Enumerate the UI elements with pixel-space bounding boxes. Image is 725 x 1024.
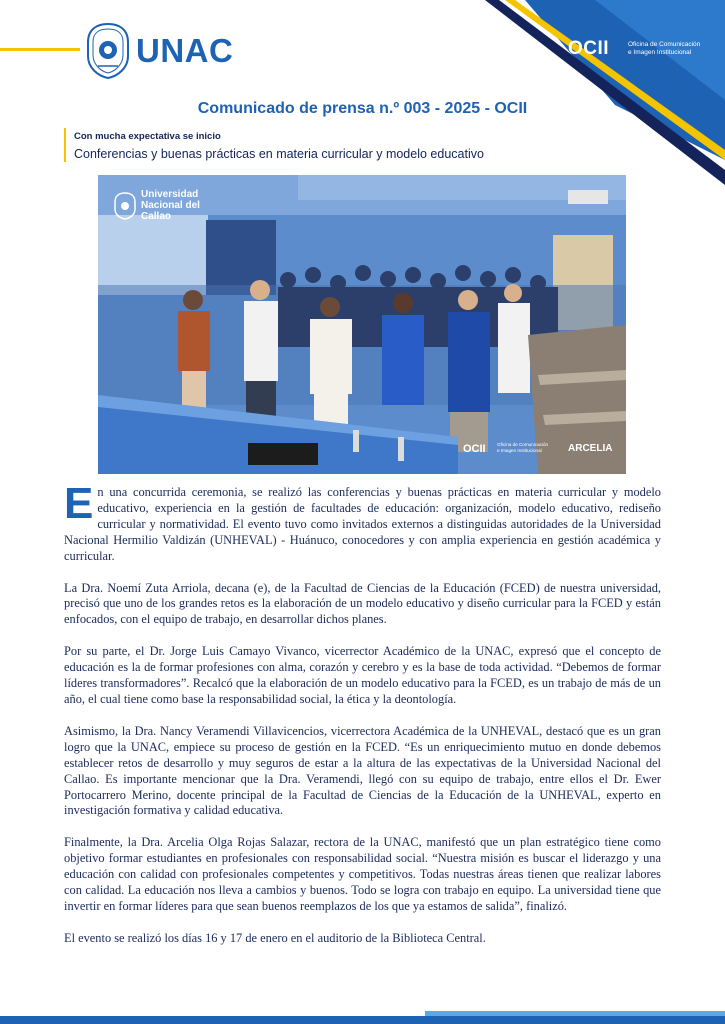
- subtitle-accent-bar: [64, 128, 66, 162]
- photo-ocii-line2: e Imagen Institucional: [497, 447, 542, 453]
- paragraph-4: Asimismo, la Dra. Nancy Veramendi Villavicencios, vicerrectora Académica de la UNHEVAL, destacó que es un gran logro que la UNAC, empiece su proceso de gestión en la FCED. “Es un enriquecimiento mutuo en donde debemos establecer retos de desarrollo y muy seguros de estar a la altura de las expectativas de la Universidad Nacional del Callao. Es importante mencionar que la Dra. Veramendi, llegó con su equipo de trabajo, entre ellos el Dr. Ewer Portocarrero Merino, docente principal de la Facultad de Ciencias de la Educación de la UNHEVAL, experto en investigación formativa y calidad educativa.: [64, 723, 661, 818]
- press-release-title: Comunicado de prensa n.º 003 - 2025 - OCII: [197, 100, 528, 117]
- photo-logo-line2: Nacional del: [141, 200, 200, 211]
- footer-bar: [0, 1016, 725, 1024]
- corner-decoration: [485, 0, 725, 185]
- photo-logo-line1: Universidad: [141, 189, 199, 200]
- paragraph-3: Por su parte, el Dr. Jorge Luis Camayo Vivanco, vicerrector Académico de la UNAC, expresó que el concepto de educación es la de formar profesiones con alma, corazón y cerebro y es la base de toda actividad. “Debemos de formar líderes transformadores”. Recalcó que la elaboración de un modelo educativo para la FCED, es un trabajo de más de un año, el cual tiene como base la responsabilidad social, la ética y la deontología.: [64, 644, 661, 706]
- brand-name: UNAC: [136, 32, 234, 69]
- dropcap: E: [64, 479, 94, 528]
- paragraph-1-text: n una concurrida ceremonia, se realizó las conferencias y buenas prácticas en materia curricular y modelo educativo, experiencia en la gestión de facultades de educación: organización, modelo educativo, rediseño curricular y normatividad. El evento tuvo como invitados externos a distinguidas autoridades de la Universidad Nacional Hermilio Valdizán (UNHEVAL) - Huánuco, conocedores y con amplia experiencia en gestión académica y curricular.: [64, 485, 661, 563]
- ocii-logo: OCII: [568, 38, 610, 59]
- event-photo: [98, 175, 626, 474]
- university-seal-icon: [86, 22, 130, 80]
- photo-ocii-logo: OCII: [463, 443, 486, 455]
- photo-ocii-subtitle: [497, 442, 557, 453]
- photo-university-logo: [114, 189, 231, 222]
- paragraph-1: [64, 479, 661, 565]
- ocii-subtitle-line1: Oficina de Comunicación: [628, 41, 701, 48]
- article-body: [64, 479, 661, 963]
- paragraph-2: La Dra. Noemí Zuta Arriola, decana (e), de la Facultad de Ciencias de la Educación (FCED) de nuestra universidad, precisó que uno de los grandes retos es la elaboración de un modelo educativo y diseño curricular para la FCED y están enfocados, con el equipo de trabajo, en desarrollar dichos planes.: [64, 580, 661, 627]
- paragraph-5: Finalmente, la Dra. Arcelia Olga Rojas Salazar, rectora de la UNAC, manifestó que un plan estratégico tiene como objetivo formar estudiantes en profesionales con responsabilidad social. “Nuestra misión es buscar el liderazgo y una educación con calidad con profesionales competentes y competitivos. Todas nuestras áreas tienen que realizar labores con calidad. La educación nos lleva a cambios y buenos. Todo se logra con trabajo en equipo. La universidad tiene que invertir en formar líderes para que sean buenos reemplazos de los que ya estamos de salida”, finalizó.: [64, 835, 661, 913]
- photo-ocii-line1: Oficina de Comunicación: [497, 442, 549, 447]
- photo-signature: ARCELIA: [568, 443, 613, 454]
- photo-logo-line3: Callao: [141, 211, 172, 222]
- subtitle-kicker: Con mucha expectativa se inicio: [74, 131, 221, 142]
- ocii-subtitle: [628, 41, 718, 57]
- photo-seal-icon: [114, 192, 136, 220]
- ocii-subtitle-line2: e Imagen Institucional: [628, 49, 692, 56]
- photo-logo-text: [141, 189, 231, 222]
- header-yellow-line: [0, 48, 80, 51]
- subtitle-headline: Conferencias y buenas prácticas en materia curricular y modelo educativo: [74, 147, 484, 161]
- paragraph-6: El evento se realizó los días 16 y 17 de enero en el auditorio de la Biblioteca Central.: [64, 930, 486, 945]
